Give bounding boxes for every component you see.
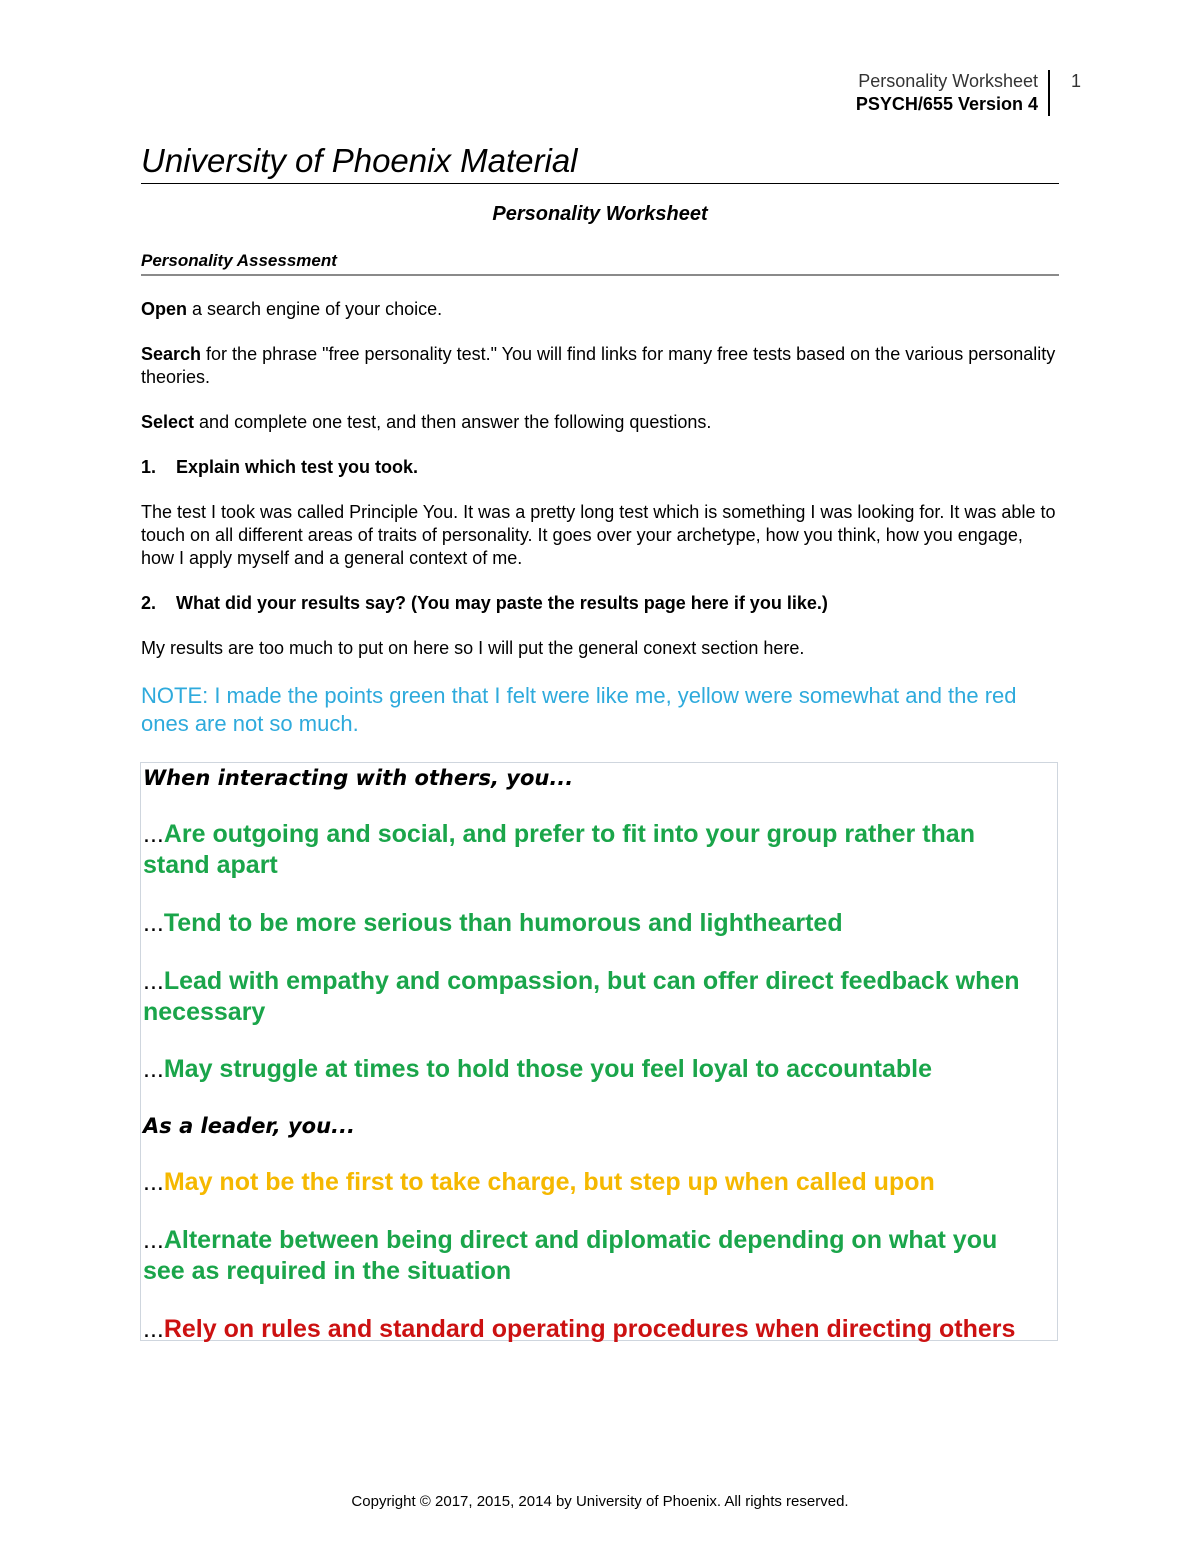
instruction-select (141, 411, 1059, 434)
document-title: University of Phoenix Material (141, 140, 1059, 184)
result-text: Lead with empathy and compassion, but can offer direct feedback when necessary (143, 967, 1020, 1026)
answer-1: The test I took was called Principle You. It was a pretty long test which is something I was looking for. It was able to touch on all different areas of traits of personality. It goes over your archetype, how you think, how you engage, how I apply myself and a general context of me. (141, 502, 1056, 568)
question-number: 2. (141, 593, 157, 613)
section-heading: Personality Assessment (141, 249, 1059, 276)
instruction-text: for the phrase "free personality test." You will find links for many free tests based on the various personality theories. (141, 344, 1056, 387)
result-text: Tend to be more serious than humorous and lighthearted (163, 909, 843, 937)
color-note: NOTE: I made the points green that I felt were like me, yellow were somewhat and the red ones are not so much. (141, 683, 1017, 736)
page-number: 1 (1071, 71, 1082, 91)
answer-2: My results are too much to put on here so I will put the general conext section here. (141, 638, 805, 658)
result-dots: ... (143, 967, 164, 995)
result-text: May not be the first to take charge, but step up when called upon (163, 1168, 935, 1196)
question-number: 1. (141, 457, 157, 477)
result-item (143, 1225, 1043, 1287)
result-text: May struggle at times to hold those you feel loyal to accountable (163, 1055, 933, 1083)
result-dots: ... (143, 820, 164, 848)
instruction-keyword: Open (141, 299, 188, 319)
result-item (143, 819, 1043, 881)
result-text: Are outgoing and social, and prefer to fit into your group rather than stand apart (143, 820, 975, 879)
instruction-text: a search engine of your choice. (187, 299, 443, 319)
copyright-footer: Copyright © 2017, 2015, 2014 by University of Phoenix. All rights reserved. (351, 1493, 849, 1510)
question-2 (141, 592, 1059, 615)
worksheet-title: Personality Worksheet (492, 203, 708, 225)
leader-heading: As a leader, you... (143, 1114, 355, 1138)
result-text: Alternate between being direct and diplomatic depending on what you see as required in the situation (143, 1226, 998, 1285)
result-item (143, 908, 1043, 939)
result-dots: ... (143, 909, 164, 937)
result-dots: ... (143, 1315, 164, 1343)
question-text: What did your results say? (You may paste the results page here if you like.) (176, 593, 828, 613)
instruction-keyword: Search (141, 344, 202, 364)
result-item (143, 1314, 1043, 1345)
question-text: Explain which test you took. (176, 457, 419, 477)
result-dots: ... (143, 1226, 164, 1254)
instruction-search (141, 343, 1059, 389)
header-course: PSYCH/655 Version 4 (855, 94, 1038, 114)
result-item (143, 1167, 1043, 1198)
instruction-keyword: Select (141, 412, 195, 432)
running-header (856, 70, 1050, 116)
interacting-heading: When interacting with others, you... (143, 766, 574, 790)
instruction-text: and complete one test, and then answer the following questions. (194, 412, 712, 432)
results-box (140, 762, 1058, 1341)
result-dots: ... (143, 1055, 164, 1083)
result-item (143, 966, 1043, 1028)
result-text: Rely on rules and standard operating procedures when directing others (163, 1315, 1016, 1343)
instruction-open (141, 298, 1059, 321)
result-dots: ... (143, 1168, 164, 1196)
header-title: Personality Worksheet (858, 71, 1038, 91)
result-item (143, 1054, 1043, 1085)
question-1 (141, 456, 1059, 479)
